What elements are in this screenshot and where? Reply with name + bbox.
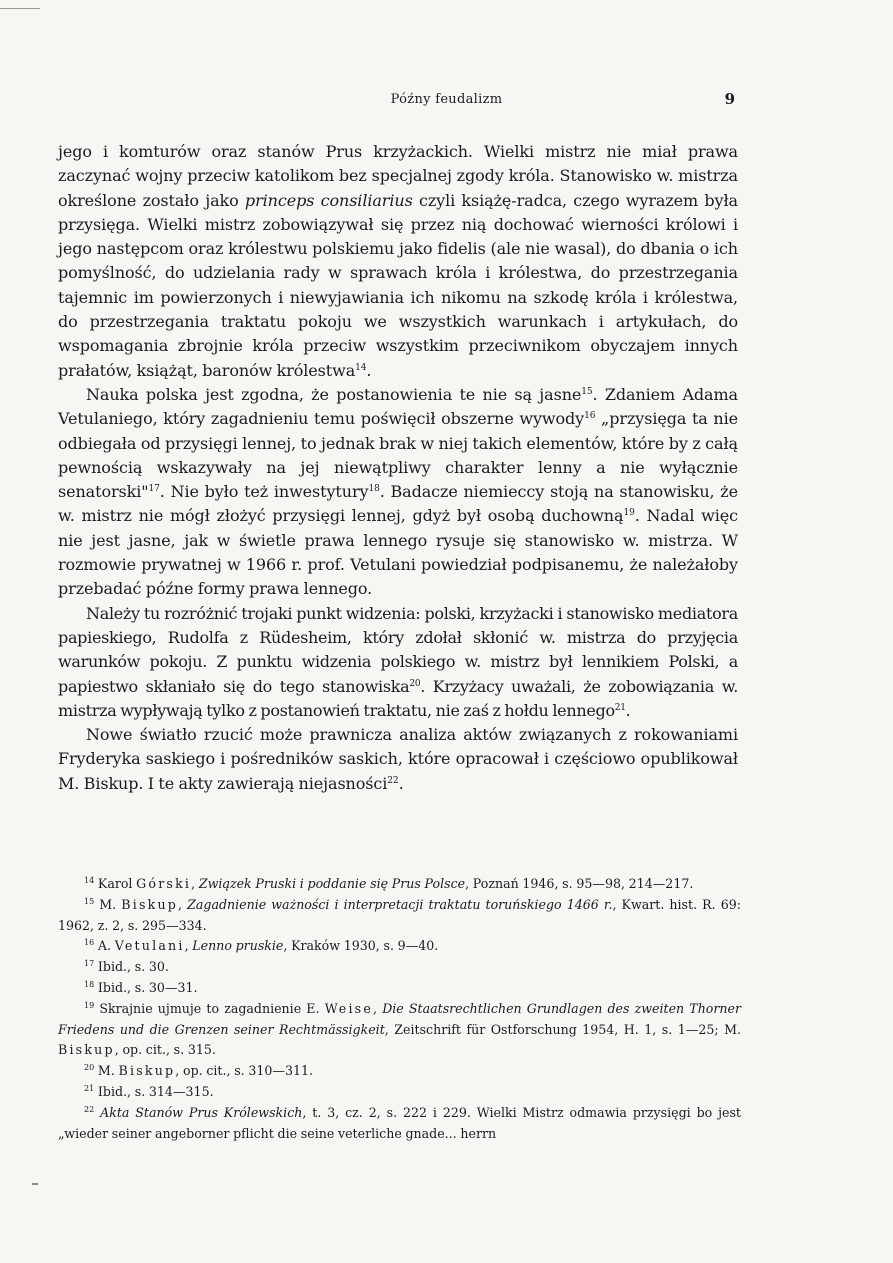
footnote (58, 1103, 741, 1145)
paragraph-2 (58, 383, 738, 602)
footnote-ref[interactable]: 14 (355, 362, 367, 373)
paragraph-4 (58, 723, 738, 796)
footnote-ref[interactable]: 17 (148, 484, 160, 495)
work-title: Związek Pruski i poddanie się Prus Polsce (198, 876, 466, 891)
paragraph-3 (58, 602, 738, 723)
work-title: Die Staatsrechtlichen Grundlagen des zweiten Thorner Friedens und die Grenzen seiner Rechtmässigkeit (58, 1000, 741, 1037)
text-run: . Badacze niemieccy stoją na stanowisku, że w. mistrz nie mógł złożyć przysięgi lennej, gdyż był osobą duchowną (58, 482, 738, 526)
italic-term: princeps consiliarius (244, 190, 413, 210)
text-run: Nowe światło rzucić może prawnicza analiza aktów związanych z rokowaniami Fryderyka saskiego i pośredników saskich, które opracował i częściowo opublikował M. Biskup. I te akty zawierają niejasności (58, 725, 738, 793)
footnote (58, 1061, 741, 1082)
separator: , (178, 896, 188, 912)
author-name: Weise (324, 1000, 374, 1016)
scan-speck (32, 1183, 38, 1185)
author-first-name: M. (97, 1063, 115, 1079)
citation-details: , t. 3, cz. 2, s. 222 i 229. Wielki Mistrz odmawia przysięgi bo jest „wieder seiner angeborner pflicht die seine veterliche gnade... herrn (58, 1104, 741, 1141)
citation-details: , op. cit., s. 310—311. (175, 1063, 314, 1079)
text-run: . Zdaniem Adama Vetulaniego, który zagadnieniu temu poświęcił obszerne wywody (58, 384, 738, 429)
author-name: Vetulani (114, 938, 185, 954)
footnote-number: 21 (84, 1083, 95, 1093)
footnote (58, 978, 741, 999)
citation-details: , Poznań 1946, s. 95—98, 214—217. (465, 876, 694, 891)
footnote-number: 19 (84, 1000, 95, 1010)
separator: , (184, 938, 193, 954)
text-run: czyli książę-radca, czego wyrazem była przysięga. Wielki mistrz zobowiązywał się przez nią dochować wierności królowi i jego następcom oraz królestwu polskiemu jako fidelis (ale nie wasal), do dbania o ich pomyślność, do udzielania rady w sprawach króla i królestwa, do przestrzegania tajemnic im powierzonych i niewyjawiania ich nikomu na szkodę króla i królestwa, do przestrzegania traktatu pokoju we wszystkich warunkach i artykułach, do wspomagania zbrojnie króla przeciw wszystkim przeciwnikom obyczajem innych prałatów, książąt, baronów królestwa (58, 190, 738, 380)
footnote (58, 1082, 741, 1103)
footnote-ref[interactable]: 22 (387, 775, 399, 786)
text-run: . Krzyżacy uważali, że zobowiązania w. mistrza wypływają tylko z postanowień traktatu, nie zaś z hołdu lennego (58, 676, 738, 720)
citation-details: , op. cit., s. 315. (114, 1042, 216, 1058)
work-title: Akta Stanów Prus Królewskich (100, 1104, 303, 1120)
scan-edge-mark (0, 8, 40, 9)
running-title: Późny feudalizm (390, 92, 503, 107)
footnotes (58, 874, 741, 1144)
footnote-ref[interactable]: 19 (623, 508, 635, 519)
footnote-ref[interactable]: 18 (368, 484, 380, 495)
citation-details: , Kwart. hist. R. 69: 1962, z. 2, s. 295—334. (58, 896, 741, 933)
footnote-number: 17 (84, 959, 95, 969)
work-title: Lenno pruskie (192, 938, 284, 954)
footnote (58, 936, 741, 957)
text-run: . (366, 360, 372, 380)
citation-details: Skrajnie ujmuje to zagadnienie E. (99, 1000, 320, 1016)
separator: , (191, 876, 199, 891)
separator: , (373, 1000, 383, 1016)
paragraph-1 (58, 140, 738, 383)
footnote (58, 874, 741, 895)
author-name: Biskup (58, 1042, 115, 1058)
page-number: 9 (724, 90, 735, 108)
footnote (58, 999, 741, 1061)
author-first-name: A. (97, 938, 112, 954)
main-text (58, 140, 738, 796)
footnote-ref[interactable]: 16 (584, 411, 596, 422)
citation-details: Ibid., s. 30—31. (97, 979, 198, 995)
footnote (58, 895, 741, 937)
author-name: Górski (136, 876, 192, 891)
footnote-number: 20 (84, 1063, 95, 1073)
text-run: . Nie było też inwestytury (159, 482, 369, 502)
text-run: Należy tu rozróżnić trojaki punkt widzenia: polski, krzyżacki i stanowisko mediatora papieskiego, Rudolfa z Rüdesheim, który zdołał skłonić w. mistrza do przyjęcia warunków pokoju. Z punktu widzenia polskiego w. mistrz był lennikiem Polski, a papiestwo skłaniało się do tego stanowiska (58, 603, 738, 696)
footnote-number: 14 (84, 876, 95, 885)
footnote-number: 22 (84, 1104, 95, 1114)
footnote (58, 957, 741, 978)
text-run: jego i komturów oraz stanów Prus krzyżackich. Wielki mistrz nie miał prawa zaczynać wojny przeciw katolikom bez specjalnej zgody króla. Stanowisko w. mistrza określone zostało jako (58, 142, 738, 210)
text-run: Nauka polska jest zgodna, że postanowienia te nie są jasne (86, 384, 582, 404)
author-name: Biskup (118, 1063, 176, 1079)
text-run: . Nadal więc nie jest jasne, jak w świetle prawa lennego rysuje się stanowisko w. mistrza. W rozmowie prywatnej w 1966 r. prof. Vetulani powiedział podpisanemu, że należałoby przebadać późne formy prawa lennego. (58, 506, 738, 599)
author-first-name: Karol (97, 876, 133, 891)
citation-details: , Zeitschrift für Ostforschung 1954, H. 1, s. 1—25; M. (384, 1021, 741, 1037)
footnote-number: 15 (84, 896, 95, 906)
citation-details: , Kraków 1930, s. 9—40. (283, 938, 439, 954)
author-name: Biskup (121, 896, 179, 912)
citation-details: Ibid., s. 314—315. (97, 1083, 214, 1099)
text-run: . (625, 700, 631, 720)
text-run: „przysięga ta nie odbiegała od przysięgi lennej, to jednak brak w niej takich elementów, które by z całą pewnością wskazywały na jej niewątpliwy charakter lenny a nie wyłącznie senatorski" (58, 409, 738, 502)
author-first-name: M. (99, 896, 117, 912)
work-title: Zagadnienie ważności i interpretacji traktatu toruńskiego 1466 r. (187, 896, 613, 912)
footnote-ref[interactable]: 15 (581, 386, 593, 397)
footnote-ref[interactable]: 21 (614, 702, 626, 713)
footnote-number: 18 (84, 979, 95, 989)
text-run: . (398, 773, 404, 793)
citation-details: Ibid., s. 30. (97, 959, 169, 975)
footnote-number: 16 (84, 938, 95, 948)
footnote-ref[interactable]: 20 (409, 678, 421, 689)
